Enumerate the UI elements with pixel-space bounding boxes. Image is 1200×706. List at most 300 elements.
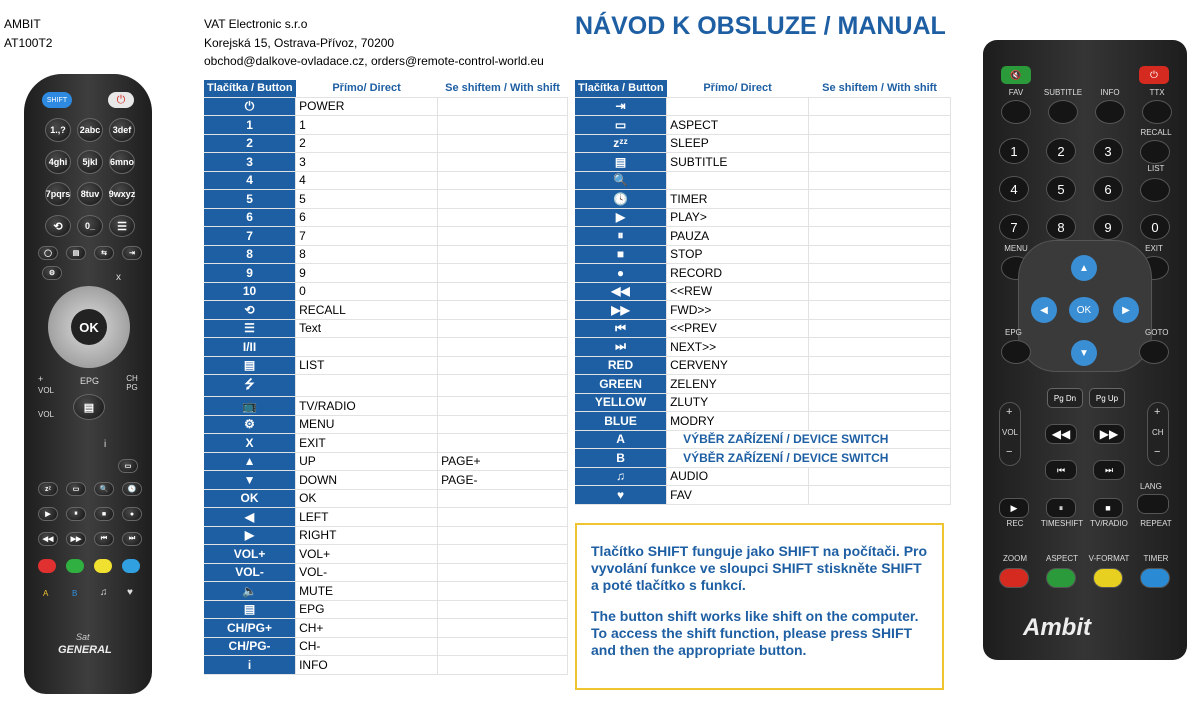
direct-cell: PAUZA xyxy=(667,227,809,246)
shift-cell xyxy=(809,171,951,190)
button-icon-cell: zᶻᶻ xyxy=(575,134,667,153)
button-icon-cell: ⏮ xyxy=(575,319,667,338)
table-row xyxy=(575,467,951,486)
button-icon-cell: ▶▶ xyxy=(575,301,667,320)
table-row xyxy=(204,637,568,656)
table-row xyxy=(204,282,568,301)
col-header-button: Tlačítka / Button xyxy=(204,80,296,97)
shift-cell xyxy=(809,153,951,172)
table-row xyxy=(204,545,568,564)
direct-cell: POWER xyxy=(296,97,438,116)
direct-cell: LIST xyxy=(296,356,438,375)
small-key: ● xyxy=(122,507,142,521)
blue-key xyxy=(122,559,140,573)
shift-cell xyxy=(438,545,568,564)
number-key: 1 xyxy=(999,138,1029,164)
table-row xyxy=(204,600,568,619)
button-table-left xyxy=(204,80,568,675)
button-icon-cell: 3 xyxy=(204,153,296,172)
table-row xyxy=(204,656,568,675)
table-row xyxy=(575,430,951,449)
table-row xyxy=(204,134,568,153)
logo-small: Sat xyxy=(76,632,90,642)
direct-cell xyxy=(296,338,438,357)
direct-cell: MUTE xyxy=(296,582,438,601)
direct-cell: ZELENY xyxy=(667,375,809,394)
shift-cell xyxy=(438,282,568,301)
button-icon-cell: 🕓 xyxy=(575,190,667,209)
shift-cell xyxy=(438,600,568,619)
table-row xyxy=(575,153,951,172)
ch-minus-label: − xyxy=(1154,446,1161,458)
table-row xyxy=(575,301,951,320)
button-icon-cell: ♫ xyxy=(575,467,667,486)
device-switch-cell: VÝBĚR ZAŘÍZENÍ / DEVICE SWITCH xyxy=(667,430,951,449)
direct-cell: 7 xyxy=(296,227,438,246)
recall-label: RECALL xyxy=(1140,128,1172,137)
button-icon-cell: RED xyxy=(575,356,667,375)
button-icon-cell: ⏻ xyxy=(204,97,296,116)
button-icon-cell: ⚙ xyxy=(204,415,296,434)
button-icon-cell: CH/PG- xyxy=(204,637,296,656)
rewind-icon: ◀◀ xyxy=(1045,424,1077,444)
exit-label: EXIT xyxy=(1145,244,1163,253)
color-key-label: ASPECT xyxy=(1045,554,1078,563)
table-row xyxy=(204,208,568,227)
direct-cell: Text xyxy=(296,319,438,338)
number-key: 0 xyxy=(1140,214,1170,240)
direct-cell: 9 xyxy=(296,264,438,283)
button-icon-cell: i xyxy=(204,656,296,675)
direct-cell: 8 xyxy=(296,245,438,264)
shift-cell xyxy=(438,489,568,508)
button-icon-cell: 🔈 xyxy=(204,582,296,601)
small-key: ▶ xyxy=(38,507,58,521)
number-key: 6mno xyxy=(109,150,135,174)
number-key: 1.,? xyxy=(45,118,71,142)
shift-cell xyxy=(438,338,568,357)
table-row xyxy=(204,619,568,638)
button-icon-cell: ☰ xyxy=(204,319,296,338)
button-icon-cell: VOL+ xyxy=(204,545,296,564)
shift-note-cz: Tlačítko SHIFT funguje jako SHIFT na počítači. Pro vyvolání funkce ve sloupci SHIFT stiskněte SHIFT a poté tlačítko s funkcí. xyxy=(591,543,928,593)
shift-cell xyxy=(438,245,568,264)
table-row xyxy=(204,489,568,508)
small-key: zᶻ xyxy=(38,482,58,496)
transport-key: ⏸ xyxy=(1046,498,1076,518)
button-icon-cell: 🔍 xyxy=(575,171,667,190)
list-label: LIST xyxy=(1147,164,1165,173)
table-row xyxy=(204,563,568,582)
right-remote-image xyxy=(983,40,1187,660)
color-key xyxy=(999,568,1029,588)
button-icon-cell: ▲ xyxy=(204,452,296,471)
button-icon-cell: OK xyxy=(204,489,296,508)
button-icon-cell: ♥ xyxy=(575,486,667,505)
color-key xyxy=(1093,568,1123,588)
table-row xyxy=(575,412,951,431)
pgdn-key: Pg Dn xyxy=(1047,388,1083,408)
direct-cell: LEFT xyxy=(296,508,438,527)
direct-cell: 1 xyxy=(296,116,438,135)
shift-cell xyxy=(809,116,951,135)
table-row xyxy=(204,116,568,135)
lang-key xyxy=(1137,494,1169,514)
shift-cell xyxy=(809,134,951,153)
button-icon-cell: 6 xyxy=(204,208,296,227)
side-key xyxy=(1140,140,1170,164)
number-key: 4ghi xyxy=(45,150,71,174)
table-row xyxy=(204,356,568,375)
table-row xyxy=(575,356,951,375)
table-row xyxy=(575,264,951,283)
button-icon-cell: BLUE xyxy=(575,412,667,431)
number-key: 3 xyxy=(1093,138,1123,164)
menu-label: MENU xyxy=(1004,244,1028,253)
button-icon-cell: ● xyxy=(575,264,667,283)
direct-cell xyxy=(667,171,809,190)
direct-cell: VOL+ xyxy=(296,545,438,564)
heart-icon: ♥ xyxy=(127,587,133,598)
table-row xyxy=(204,375,568,397)
direct-cell: TV/RADIO xyxy=(296,397,438,416)
shift-cell xyxy=(438,153,568,172)
shift-cell xyxy=(438,97,568,116)
table-row xyxy=(204,526,568,545)
number-key: 9 xyxy=(1093,214,1123,240)
ch-label: CH PG xyxy=(126,374,138,392)
button-icon-cell: ■ xyxy=(575,245,667,264)
color-key xyxy=(1046,568,1076,588)
green-key xyxy=(66,559,84,573)
next-icon: ⏭ xyxy=(1093,460,1125,480)
shift-cell xyxy=(438,656,568,675)
table-row xyxy=(204,434,568,453)
row-key-label: TV/RADIO xyxy=(1090,519,1128,528)
yellow-key xyxy=(94,559,112,573)
col-header-direct: Přímo/ Direct xyxy=(667,80,809,97)
col-header-shift: Se shiftem / With shift xyxy=(438,80,568,97)
shift-cell xyxy=(438,526,568,545)
prev-icon: ⏮ xyxy=(1045,460,1077,480)
table-row xyxy=(204,264,568,283)
shift-cell xyxy=(809,375,951,394)
device-b-label: B xyxy=(72,589,78,598)
vol-label: VOL xyxy=(1002,428,1019,437)
menu-list-icon: ☰ xyxy=(109,215,135,237)
ok-key: OK xyxy=(1069,297,1099,323)
row-key-label: TIMESHIFT xyxy=(1040,519,1084,528)
button-icon-cell: 7 xyxy=(204,227,296,246)
table-row xyxy=(575,245,951,264)
shift-cell xyxy=(809,393,951,412)
shift-cell xyxy=(809,338,951,357)
table-row xyxy=(575,227,951,246)
shift-cell: PAGE+ xyxy=(438,452,568,471)
table-row xyxy=(204,508,568,527)
table-row xyxy=(204,245,568,264)
number-key: 5 xyxy=(1046,176,1076,202)
direct-cell: <<REW xyxy=(667,282,809,301)
button-icon-cell: YELLOW xyxy=(575,393,667,412)
button-icon-cell: ▭ xyxy=(575,116,667,135)
col-header-shift: Se shiftem / With shift xyxy=(809,80,951,97)
number-key: 7 xyxy=(999,214,1029,240)
color-key-label: V-FORMAT xyxy=(1088,554,1130,563)
col-header-direct: Přímo/ Direct xyxy=(296,80,438,97)
button-icon-cell: 2 xyxy=(204,134,296,153)
direct-cell: NEXT>> xyxy=(667,338,809,357)
shift-cell xyxy=(809,467,951,486)
button-icon-cell: GREEN xyxy=(575,375,667,394)
exit-x-label: x xyxy=(116,272,121,283)
direct-cell: STOP xyxy=(667,245,809,264)
small-key: 🔍 xyxy=(94,482,114,496)
direct-cell: OK xyxy=(296,489,438,508)
number-key: 5jkl xyxy=(77,150,103,174)
direct-cell: 0 xyxy=(296,282,438,301)
direct-cell: FAV xyxy=(667,486,809,505)
ch-plus-label: + xyxy=(1154,406,1161,418)
left-arrow-icon: ◀ xyxy=(1031,297,1057,323)
direct-cell: TIMER xyxy=(667,190,809,209)
shift-cell xyxy=(809,282,951,301)
epg-icon: ▤ xyxy=(73,394,105,420)
table-row xyxy=(204,97,568,116)
button-icon-cell: ▤ xyxy=(204,600,296,619)
ambit-logo: Ambit xyxy=(1023,614,1091,641)
vol-label-2: VOL xyxy=(38,410,55,419)
direct-cell: CH- xyxy=(296,637,438,656)
info-label: i xyxy=(104,439,107,450)
button-icon-cell: B xyxy=(575,449,667,468)
table-row xyxy=(575,134,951,153)
direct-cell xyxy=(296,375,438,397)
direct-cell: ZLUTY xyxy=(667,393,809,412)
device-a-label: A xyxy=(43,589,49,598)
direct-cell: EXIT xyxy=(296,434,438,453)
color-key xyxy=(1140,568,1170,588)
mute-icon: 🔇 xyxy=(1001,66,1031,84)
direct-cell xyxy=(667,97,809,116)
ok-key: OK xyxy=(71,309,107,345)
button-icon-cell: ⇥ xyxy=(575,97,667,116)
table-row xyxy=(575,393,951,412)
table-row xyxy=(204,153,568,172)
table-row xyxy=(204,397,568,416)
vol-plus-label: + xyxy=(1006,406,1013,418)
small-key: ▭ xyxy=(66,482,86,496)
small-key: ⏭ xyxy=(122,532,142,546)
button-icon-cell: 8 xyxy=(204,245,296,264)
right-arrow-icon: ▶ xyxy=(1113,297,1139,323)
table-row xyxy=(204,319,568,338)
company-email: obchod@dalkove-ovladace.cz, orders@remote-control-world.eu xyxy=(204,54,544,68)
button-icon-cell: ▶ xyxy=(575,208,667,227)
direct-cell: INFO xyxy=(296,656,438,675)
shift-cell xyxy=(809,356,951,375)
button-icon-cell: ▶ xyxy=(204,526,296,545)
red-key xyxy=(38,559,56,573)
shift-cell: PAGE- xyxy=(438,471,568,490)
direct-cell: CERVENY xyxy=(667,356,809,375)
shift-cell xyxy=(438,582,568,601)
direct-cell: 5 xyxy=(296,190,438,209)
epg-label: EPG xyxy=(1005,328,1022,337)
company-address: Korejská 15, Ostrava-Přívoz, 70200 xyxy=(204,36,395,50)
general-logo: GENERAL xyxy=(58,644,112,656)
number-key: 2abc xyxy=(77,118,103,142)
small-key: ◀◀ xyxy=(38,532,58,546)
small-key: ◯ xyxy=(38,246,58,260)
top-key-label: TTX xyxy=(1149,88,1165,97)
shift-cell xyxy=(809,97,951,116)
lang-label: LANG xyxy=(1140,482,1162,491)
goto-key xyxy=(1139,340,1169,364)
down-arrow-icon: ▼ xyxy=(1071,340,1097,366)
button-icon-cell: 10 xyxy=(204,282,296,301)
small-key: ⇆ xyxy=(94,246,114,260)
table-row xyxy=(575,208,951,227)
top-key-label: INFO xyxy=(1100,88,1120,97)
button-icon-cell: ▼ xyxy=(204,471,296,490)
button-icon-cell: ⏭ xyxy=(575,338,667,357)
small-key: ⇥ xyxy=(122,246,142,260)
top-key xyxy=(1048,100,1078,124)
shift-cell xyxy=(809,208,951,227)
recall-icon: ⟲ xyxy=(45,215,71,237)
number-key: 2 xyxy=(1046,138,1076,164)
shift-cell xyxy=(438,415,568,434)
epg-label: EPG xyxy=(80,376,100,386)
button-icon-cell: ⟲ xyxy=(204,301,296,320)
color-key-label: ZOOM xyxy=(1003,554,1027,563)
shift-cell xyxy=(438,563,568,582)
shift-cell xyxy=(438,301,568,320)
direct-cell: UP xyxy=(296,452,438,471)
direct-cell: RIGHT xyxy=(296,526,438,545)
button-icon-cell: ⏸ xyxy=(575,227,667,246)
top-key xyxy=(1001,100,1031,124)
button-icon-cell: A xyxy=(575,430,667,449)
vol-minus-label: − xyxy=(1006,446,1013,458)
table-row xyxy=(204,471,568,490)
direct-cell: RECORD xyxy=(667,264,809,283)
shift-cell xyxy=(438,116,568,135)
company-name: VAT Electronic s.r.o xyxy=(204,17,308,31)
direct-cell: SLEEP xyxy=(667,134,809,153)
page-title: NÁVOD K OBSLUZE / MANUAL xyxy=(575,12,946,40)
shift-cell xyxy=(438,208,568,227)
direct-cell: MODRY xyxy=(667,412,809,431)
shift-cell xyxy=(809,190,951,209)
table-row xyxy=(204,452,568,471)
left-remote-image xyxy=(24,74,152,694)
table-row xyxy=(204,582,568,601)
shift-cell xyxy=(438,190,568,209)
direct-cell: EPG xyxy=(296,600,438,619)
shift-cell xyxy=(438,319,568,338)
shift-cell xyxy=(438,397,568,416)
table-row xyxy=(204,190,568,209)
shift-note-en: The button shift works like shift on the computer. To access the shift function, please press SHIFT and then the appropriate button. xyxy=(591,608,919,658)
button-icon-cell: 5 xyxy=(204,190,296,209)
number-key: 4 xyxy=(999,176,1029,202)
direct-cell: FWD>> xyxy=(667,301,809,320)
pgup-key: Pg Up xyxy=(1089,388,1125,408)
table-row xyxy=(575,449,951,468)
table-row xyxy=(575,375,951,394)
direct-cell: 2 xyxy=(296,134,438,153)
shift-note-box xyxy=(575,523,944,690)
direct-cell: <<PREV xyxy=(667,319,809,338)
table-row xyxy=(204,338,568,357)
small-key: ⚙ xyxy=(42,266,62,280)
table-row xyxy=(575,116,951,135)
table-row xyxy=(204,227,568,246)
shift-cell xyxy=(809,319,951,338)
button-icon-cell: I/II xyxy=(204,338,296,357)
transport-key: ■ xyxy=(1093,498,1123,518)
vol-label: VOL xyxy=(38,386,55,395)
shift-cell xyxy=(438,171,568,190)
top-key-label: FAV xyxy=(1008,88,1024,97)
button-icon-cell: ◀◀ xyxy=(575,282,667,301)
shift-cell xyxy=(438,508,568,527)
direct-cell: CH+ xyxy=(296,619,438,638)
direct-cell: AUDIO xyxy=(667,467,809,486)
button-icon-cell: VOL- xyxy=(204,563,296,582)
small-key: 🕓 xyxy=(122,482,142,496)
up-arrow-icon: ▲ xyxy=(1071,255,1097,281)
table-row xyxy=(575,190,951,209)
button-icon-cell: 📺 xyxy=(204,397,296,416)
shift-cell xyxy=(438,356,568,375)
table-row xyxy=(575,171,951,190)
shift-cell xyxy=(809,412,951,431)
button-icon-cell: 4 xyxy=(204,171,296,190)
forward-icon: ▶▶ xyxy=(1093,424,1125,444)
number-key: 6 xyxy=(1093,176,1123,202)
direct-cell: DOWN xyxy=(296,471,438,490)
number-key: 8 xyxy=(1046,214,1076,240)
zero-key: 0_ xyxy=(77,215,103,237)
model-name: AT100T2 xyxy=(4,36,53,50)
shift-cell xyxy=(809,301,951,320)
shift-button-graphic: SHIFT xyxy=(42,92,72,108)
transport-key: ▶ xyxy=(999,498,1029,518)
direct-cell: SUBTITLE xyxy=(667,153,809,172)
number-key: 8tuv xyxy=(77,182,103,206)
direct-cell: 4 xyxy=(296,171,438,190)
table-row xyxy=(204,301,568,320)
direct-cell: 3 xyxy=(296,153,438,172)
top-key-label: SUBTITLE xyxy=(1043,88,1083,97)
color-key-label: TIMER xyxy=(1143,554,1169,563)
col-header-button: Tlačítka / Button xyxy=(575,80,667,97)
button-icon-cell: X xyxy=(204,434,296,453)
ch-label: CH xyxy=(1152,428,1164,437)
top-key xyxy=(1142,100,1172,124)
shift-cell xyxy=(809,264,951,283)
number-key: 7pqrs xyxy=(45,182,71,206)
table-row xyxy=(575,97,951,116)
epg-key xyxy=(1001,340,1031,364)
row-key-label: REPEAT xyxy=(1140,519,1172,528)
table-row xyxy=(575,338,951,357)
side-key xyxy=(1140,178,1170,202)
small-key: ⏸ xyxy=(66,507,86,521)
